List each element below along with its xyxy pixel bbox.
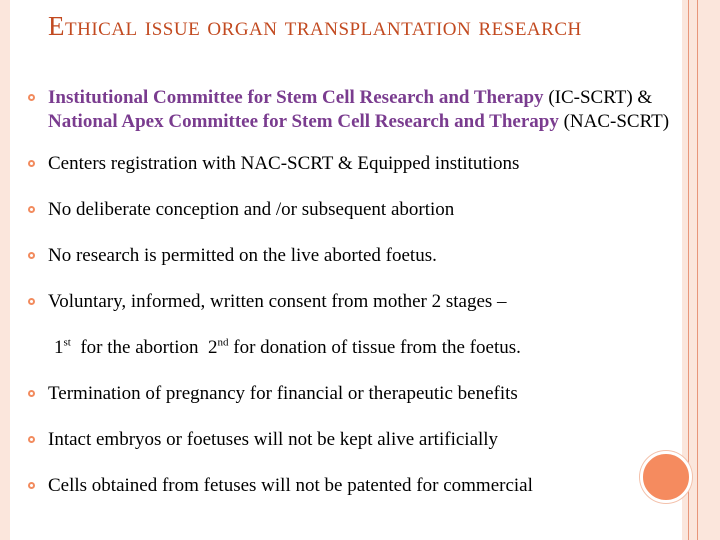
bullet-text: Voluntary, informed, written consent from mother 2 stages – — [48, 291, 507, 312]
stage-1-number: 1 — [54, 337, 64, 358]
stage-2-text: for donation of tissue from the foetus. — [228, 337, 521, 358]
bullet-marker-icon — [28, 94, 35, 101]
bullet-marker-icon — [28, 482, 35, 489]
committee-name-icscrt: Institutional Committee for Stem Cell Research and Therapy — [48, 87, 544, 108]
bullet-marker-icon — [28, 390, 35, 397]
slide-title: Ethical issue organ transplantation research — [48, 11, 582, 41]
bullet-marker-icon — [28, 206, 35, 213]
bullet-list — [28, 86, 693, 498]
bullet-text: Cells obtained from fetuses will not be patented for commercial — [48, 475, 533, 496]
bullet-marker-icon — [28, 252, 35, 259]
bullet-marker-icon — [28, 436, 35, 443]
committee-abbrev-nacscrt: (NAC-SCRT) — [558, 111, 670, 132]
bullet-text: Intact embryos or foetuses will not be kept alive artificially — [48, 429, 499, 450]
bullet-text: Termination of pregnancy for financial or therapeutic benefits — [48, 383, 518, 404]
committee-abbrev-icscrt: (IC-SCRT) & — [543, 87, 653, 108]
consent-stages-line — [28, 336, 693, 360]
stage-1-suffix: st — [63, 336, 71, 349]
bullet-marker-icon — [28, 160, 35, 167]
bullet-text: No deliberate conception and /or subsequent abortion — [48, 199, 455, 220]
stage-2-number: 2 — [208, 337, 218, 358]
bullet-text: Centers registration with NAC-SCRT & Equipped institutions — [48, 153, 520, 174]
bullet-item — [28, 244, 693, 268]
bullet-item — [28, 428, 693, 452]
bullet-marker-icon — [28, 298, 35, 305]
bullet-item — [28, 152, 693, 176]
bullet-item — [28, 290, 693, 314]
bullet-item — [28, 474, 693, 498]
stage-1-text: for the abortion — [70, 337, 209, 358]
bullet-committees — [28, 86, 693, 134]
committee-name-nacscrt: National Apex Committee for Stem Cell Research and Therapy — [48, 111, 559, 132]
bullet-text: No research is permitted on the live aborted foetus. — [48, 245, 437, 266]
stage-2-suffix: nd — [217, 336, 229, 349]
bullet-item — [28, 198, 693, 222]
bullet-item — [28, 382, 693, 406]
